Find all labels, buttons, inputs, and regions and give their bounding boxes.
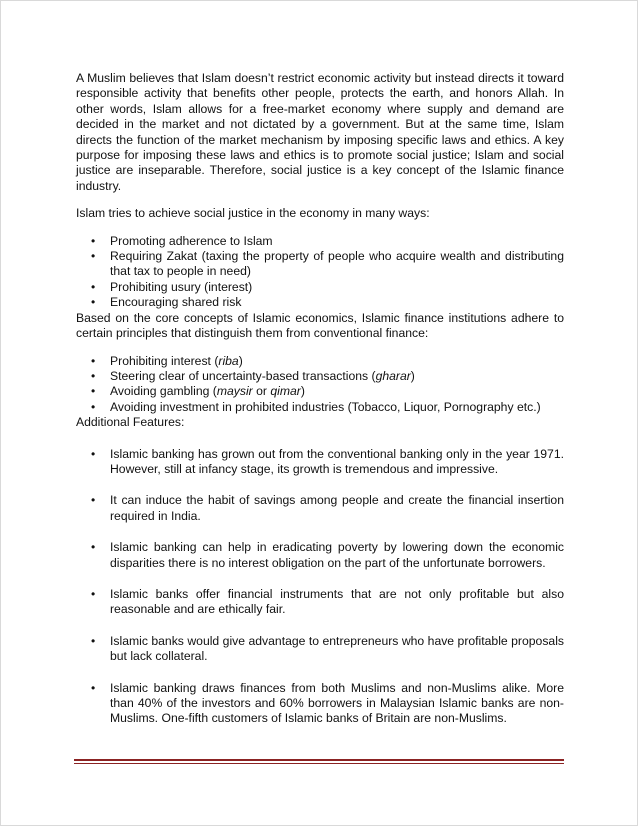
list-item: • Steering clear of uncertainty-based transactions (gharar) bbox=[91, 368, 415, 383]
bullet-icon: • bbox=[91, 353, 96, 368]
bullet-icon: • bbox=[91, 633, 96, 648]
additional-features-list bbox=[76, 447, 564, 727]
social-justice-list bbox=[76, 234, 564, 311]
list-item: • Encouraging shared risk bbox=[91, 295, 242, 310]
list-item: • It can induce the habit of savings among people and create the financial insertion required in India. bbox=[91, 493, 564, 523]
footer-rule-thick bbox=[74, 759, 564, 761]
bullet-icon: • bbox=[91, 249, 96, 264]
bullet-icon: • bbox=[91, 279, 96, 294]
principles-lead: Based on the core concepts of Islamic economics, Islamic finance institutions adhere to certain principles that distinguish them from conventional finance: bbox=[76, 310, 564, 341]
bullet-icon: • bbox=[91, 384, 96, 399]
principles-list bbox=[76, 354, 564, 416]
page-content bbox=[76, 71, 564, 727]
bullet-icon: • bbox=[91, 233, 96, 248]
arabic-term: gharar bbox=[375, 368, 411, 383]
list-item: • Islamic banking can help in eradicating poverty by lowering down the economic disparities there is no interest obligation on the part of the unfortunate borrowers. bbox=[91, 540, 564, 570]
bullet-icon: • bbox=[91, 368, 96, 383]
bullet-icon: • bbox=[91, 680, 96, 695]
list-item: • Islamic banking has grown out from the conventional banking only in the year 1971. However, still at infancy stage, its growth is tremendous and impressive. bbox=[91, 446, 564, 476]
list-item: • Prohibiting usury (interest) bbox=[91, 279, 253, 294]
list-item: • Promoting adherence to Islam bbox=[91, 233, 273, 248]
bullet-icon: • bbox=[91, 493, 96, 508]
list-item: • Islamic banks offer financial instruments that are not only profitable but also reasonable and are ethically fair. bbox=[91, 586, 564, 617]
bullet-icon: • bbox=[91, 399, 96, 414]
list-item: • Islamic banks would give advantage to entrepreneurs who have profitable proposals but lack collateral. bbox=[91, 633, 564, 664]
arabic-term: riba bbox=[218, 353, 239, 368]
bullet-icon: • bbox=[91, 295, 96, 310]
bullet-icon: • bbox=[91, 586, 96, 601]
additional-heading: Additional Features: bbox=[76, 415, 185, 430]
footer-rule-thin bbox=[74, 763, 564, 764]
footer-rule bbox=[74, 759, 564, 764]
arabic-term: maysir bbox=[216, 384, 253, 399]
list-item: • Prohibiting interest (riba) bbox=[91, 353, 243, 368]
intro-paragraph: A Muslim believes that Islam doesn’t restrict economic activity but instead directs it toward responsible activity that benefits other people, protects the earth, and honors Allah. In other words, Islam allows for a free-market economy where supply and demand are decided in the market and not dictated by a government. But at the same time, Islam directs the function of the market mechanism by imposing specific laws and ethics. A key purpose for imposing these laws and ethics is to promote social justice; Islam and social justice are inseparable. Therefore, social justice is a key concept of the Islamic finance industry. bbox=[76, 71, 564, 193]
list-item: • Islamic banking draws finances from both Muslims and non-Muslims alike. More than 40% of the investors and 60% borrowers in Malaysian Islamic banks are non-Muslims. One-fifth customers of Islamic banks of Britain are non-Muslims. bbox=[91, 680, 564, 726]
arabic-term: qimar bbox=[270, 384, 301, 399]
bullet-icon: • bbox=[91, 540, 96, 555]
list-item: • Requiring Zakat (taxing the property of people who acquire wealth and distributing that tax to people in need) bbox=[91, 249, 564, 279]
list-item: • Avoiding investment in prohibited industries (Tobacco, Liquor, Pornography etc.) bbox=[91, 399, 541, 414]
social-justice-lead: Islam tries to achieve social justice in the economy in many ways: bbox=[76, 206, 430, 221]
list-item: • Avoiding gambling (maysir or qimar) bbox=[91, 384, 305, 399]
bullet-icon: • bbox=[91, 446, 96, 461]
